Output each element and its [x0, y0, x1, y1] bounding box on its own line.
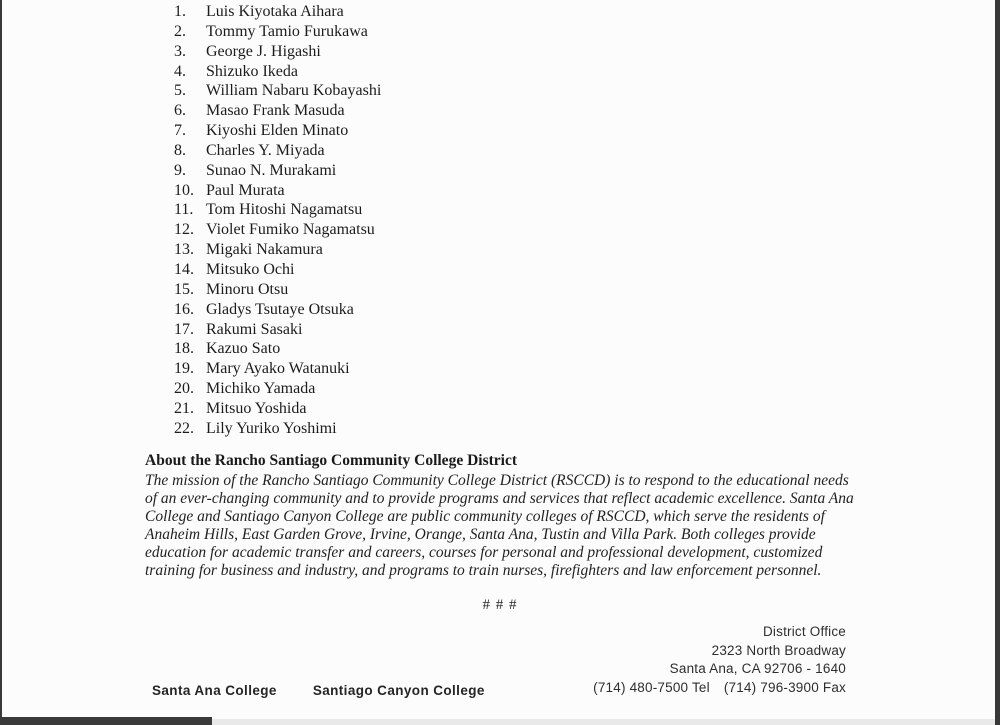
list-item — [174, 220, 381, 240]
list-item-name: Minoru Otsu — [206, 280, 289, 298]
list-item — [174, 181, 381, 201]
list-item-name: Mitsuko Ochi — [206, 260, 295, 278]
list-item — [174, 200, 381, 220]
list-item — [174, 121, 381, 141]
list-item — [174, 22, 381, 42]
list-item-number: 18. — [174, 340, 194, 358]
list-item — [174, 161, 381, 181]
address-line-office: District Office — [762, 624, 846, 639]
list-item — [174, 2, 381, 22]
list-item-number: 12. — [174, 221, 194, 239]
list-item-name: Masao Frank Masuda — [206, 102, 345, 120]
list-item — [174, 260, 381, 280]
list-item-name: Gladys Tsutaye Otsuka — [206, 300, 354, 318]
list-item-name: Sunao N. Murakami — [206, 161, 337, 179]
list-item-number: 14. — [174, 260, 194, 278]
list-item-name: Charles Y. Miyada — [206, 141, 325, 159]
list-item-number: 13. — [174, 241, 194, 259]
list-item-number: 7. — [174, 122, 186, 140]
list-item-name: Migaki Nakamura — [206, 241, 323, 259]
list-item-number: 20. — [174, 380, 194, 398]
about-body-text: The mission of the Rancho Santiago Community College District (RSCCD) is to respond to the educational needs of an ever-changing community and to provide programs and services that reflect academic excellence. Santa Ana College and Santiago Canyon College are public community colleges of RSCCD, which serve the residents of Anaheim Hills, East Garden Grove, Irvine, Orange, Santa Ana, Tustin and Villa Park. Both colleges provide education for academic transfer and careers, courses for personal and professional development, customized training for business and industry, and programs to train nurses, firefighters and law enforcement personnel. — [145, 472, 854, 579]
list-item-name: Luis Kiyotaka Aihara — [206, 3, 344, 20]
list-item-number: 1. — [174, 3, 186, 20]
list-item-name: Shizuko Ikeda — [206, 62, 298, 80]
list-item-name: Kazuo Sato — [206, 340, 281, 358]
about-section — [145, 452, 858, 579]
phone-tel: (714) 480-7500 Tel — [593, 679, 710, 695]
district-office-address-block — [593, 623, 846, 697]
list-item — [174, 141, 381, 161]
list-item — [174, 62, 381, 82]
scan-left-edge — [0, 0, 2, 725]
list-item-number: 15. — [174, 280, 194, 298]
list-item-name: Tom Hitoshi Nagamatsu — [206, 201, 363, 219]
list-item-number: 4. — [174, 62, 186, 80]
address-line-phones — [593, 679, 846, 698]
list-item — [174, 419, 381, 439]
list-item-number: 16. — [174, 300, 194, 318]
footer-college-names — [152, 683, 485, 698]
list-item-number: 8. — [174, 141, 186, 159]
list-item-name: Michiko Yamada — [206, 380, 316, 398]
list-item-name: George J. Higashi — [206, 42, 321, 60]
list-item — [174, 280, 381, 300]
list-item-number: 22. — [174, 419, 194, 437]
list-item-name: Rakumi Sasaki — [206, 320, 303, 338]
college-name-santiago-canyon: Santiago Canyon College — [312, 683, 485, 698]
list-item — [174, 42, 381, 62]
press-release-end-mark: # # # — [482, 597, 518, 613]
list-item — [174, 339, 381, 359]
list-item — [174, 399, 381, 419]
list-item — [174, 379, 381, 399]
scan-right-edge — [995, 0, 1000, 725]
honoree-roster-list — [174, 2, 381, 439]
list-item-number: 17. — [174, 320, 194, 338]
about-heading: About the Rancho Santiago Community College District — [145, 452, 517, 469]
list-item-number: 3. — [174, 42, 186, 60]
list-item-number: 9. — [174, 161, 186, 179]
list-item-number: 19. — [174, 360, 194, 378]
list-item-number: 10. — [174, 181, 194, 199]
list-item-name: Paul Murata — [206, 181, 285, 199]
list-item — [174, 240, 381, 260]
list-item-name: Lily Yuriko Yoshimi — [206, 419, 337, 437]
list-item-number: 11. — [174, 201, 194, 219]
phone-fax: (714) 796-3900 Fax — [723, 679, 846, 695]
college-name-santa-ana: Santa Ana College — [152, 683, 277, 698]
list-item-number: 21. — [174, 399, 194, 417]
list-item — [174, 101, 381, 121]
list-item — [174, 359, 381, 379]
address-line-street: 2323 North Broadway — [711, 642, 846, 658]
list-item-name: Tommy Tamio Furukawa — [206, 22, 368, 40]
list-item-number: 5. — [174, 82, 186, 100]
list-item-number: 6. — [174, 102, 186, 120]
list-item-name: Kiyoshi Elden Minato — [206, 122, 349, 140]
list-item-name: Mitsuo Yoshida — [206, 399, 307, 417]
list-item-name: Mary Ayako Watanuki — [206, 360, 350, 378]
scan-bottom-left-edge — [0, 717, 212, 725]
list-item-name: William Nabaru Kobayashi — [206, 82, 382, 100]
list-item-name: Violet Fumiko Nagamatsu — [206, 221, 375, 239]
list-item — [174, 300, 381, 320]
list-item — [174, 320, 381, 340]
address-line-city: Santa Ana, CA 92706 - 1640 — [669, 661, 846, 677]
list-item — [174, 81, 381, 101]
list-item-number: 2. — [174, 22, 186, 40]
